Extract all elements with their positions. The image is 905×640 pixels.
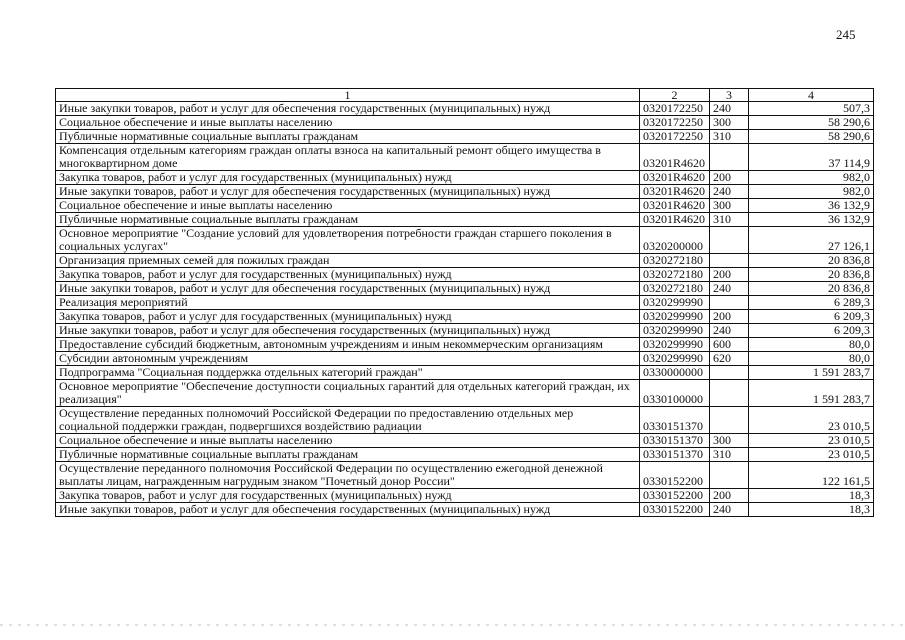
table-row <box>56 227 874 254</box>
row-code-cell: 0330100000 <box>640 380 710 407</box>
row-name-cell: Иные закупки товаров, работ и услуг для обеспечения государственных (муниципальных) нужд <box>56 282 640 296</box>
row-name-cell: Иные закупки товаров, работ и услуг для обеспечения государственных (муниципальных) нужд <box>56 102 640 116</box>
header-cell-type: 3 <box>710 89 749 102</box>
row-code-cell: 0330151370 <box>640 434 710 448</box>
row-type-cell <box>710 144 749 171</box>
budget-table <box>55 88 874 517</box>
scan-artifact-line <box>0 624 905 626</box>
row-type-cell: 310 <box>710 130 749 144</box>
row-name-cell: Закупка товаров, работ и услуг для государственных (муниципальных) нужд <box>56 171 640 185</box>
row-name-cell: Основное мероприятие "Обеспечение доступности социальных гарантий для отдельных категорий граждан, их реализация" <box>56 380 640 407</box>
row-code-cell: 0330151370 <box>640 407 710 434</box>
row-sum-cell: 58 290,6 <box>749 116 874 130</box>
row-code-cell: 03201R4620 <box>640 144 710 171</box>
row-code-cell: 0330000000 <box>640 366 710 380</box>
row-code-cell: 0320200000 <box>640 227 710 254</box>
row-code-cell: 03201R4620 <box>640 213 710 227</box>
table-row <box>56 489 874 503</box>
row-sum-cell: 18,3 <box>749 489 874 503</box>
row-sum-cell: 23 010,5 <box>749 434 874 448</box>
row-name-cell: Иные закупки товаров, работ и услуг для обеспечения государственных (муниципальных) нужд <box>56 503 640 517</box>
table-row <box>56 503 874 517</box>
row-type-cell <box>710 254 749 268</box>
row-sum-cell: 80,0 <box>749 352 874 366</box>
row-code-cell: 0320299990 <box>640 324 710 338</box>
row-name-cell: Иные закупки товаров, работ и услуг для обеспечения государственных (муниципальных) нужд <box>56 185 640 199</box>
row-code-cell: 0330152200 <box>640 489 710 503</box>
table-row <box>56 213 874 227</box>
table-row <box>56 310 874 324</box>
row-type-cell: 310 <box>710 213 749 227</box>
row-code-cell: 03201R4620 <box>640 185 710 199</box>
row-code-cell: 0320299990 <box>640 296 710 310</box>
header-cell-code: 2 <box>640 89 710 102</box>
table-row <box>56 407 874 434</box>
row-code-cell: 0320172250 <box>640 102 710 116</box>
row-code-cell: 03201R4620 <box>640 171 710 185</box>
row-code-cell: 0320299990 <box>640 338 710 352</box>
table-row <box>56 352 874 366</box>
row-name-cell: Публичные нормативные социальные выплаты гражданам <box>56 130 640 144</box>
row-name-cell: Компенсация отдельным категориям граждан оплаты взноса на капитальный ремонт общего имущества в многоквартирном доме <box>56 144 640 171</box>
row-name-cell: Публичные нормативные социальные выплаты гражданам <box>56 213 640 227</box>
row-name-cell: Подпрограмма "Социальная поддержка отдельных категорий граждан" <box>56 366 640 380</box>
table-row <box>56 185 874 199</box>
row-type-cell <box>710 227 749 254</box>
row-type-cell <box>710 407 749 434</box>
row-sum-cell: 18,3 <box>749 503 874 517</box>
row-name-cell: Организация приемных семей для пожилых граждан <box>56 254 640 268</box>
row-name-cell: Социальное обеспечение и иные выплаты населению <box>56 199 640 213</box>
row-type-cell: 600 <box>710 338 749 352</box>
table-row <box>56 144 874 171</box>
row-type-cell: 200 <box>710 268 749 282</box>
row-code-cell: 0320172250 <box>640 130 710 144</box>
row-sum-cell: 23 010,5 <box>749 407 874 434</box>
row-code-cell: 0320299990 <box>640 310 710 324</box>
row-type-cell <box>710 366 749 380</box>
row-name-cell: Предоставление субсидий бюджетным, автономным учреждениям и иным некоммерческим организациям <box>56 338 640 352</box>
row-sum-cell: 1 591 283,7 <box>749 366 874 380</box>
table-row <box>56 338 874 352</box>
row-type-cell: 200 <box>710 310 749 324</box>
row-type-cell: 240 <box>710 324 749 338</box>
page-number: 245 <box>836 27 856 42</box>
row-name-cell: Закупка товаров, работ и услуг для государственных (муниципальных) нужд <box>56 489 640 503</box>
row-type-cell: 300 <box>710 199 749 213</box>
row-name-cell: Публичные нормативные социальные выплаты гражданам <box>56 448 640 462</box>
row-sum-cell: 1 591 283,7 <box>749 380 874 407</box>
table-row <box>56 199 874 213</box>
table-row <box>56 268 874 282</box>
row-name-cell: Основное мероприятие "Создание условий для удовлетворения потребности граждан старшего поколения в социальных услугах" <box>56 227 640 254</box>
row-type-cell: 620 <box>710 352 749 366</box>
row-name-cell: Субсидии автономным учреждениям <box>56 352 640 366</box>
row-type-cell <box>710 380 749 407</box>
row-sum-cell: 20 836,8 <box>749 282 874 296</box>
row-name-cell: Закупка товаров, работ и услуг для государственных (муниципальных) нужд <box>56 310 640 324</box>
row-sum-cell: 80,0 <box>749 338 874 352</box>
row-name-cell: Реализация мероприятий <box>56 296 640 310</box>
row-type-cell: 310 <box>710 448 749 462</box>
row-name-cell: Социальное обеспечение и иные выплаты населению <box>56 116 640 130</box>
row-name-cell: Иные закупки товаров, работ и услуг для обеспечения государственных (муниципальных) нужд <box>56 324 640 338</box>
row-code-cell: 0320272180 <box>640 254 710 268</box>
row-sum-cell: 507,3 <box>749 102 874 116</box>
row-sum-cell: 58 290,6 <box>749 130 874 144</box>
row-code-cell: 0320272180 <box>640 282 710 296</box>
table-row <box>56 366 874 380</box>
table-row <box>56 130 874 144</box>
table-row <box>56 171 874 185</box>
table-row <box>56 434 874 448</box>
row-name-cell: Закупка товаров, работ и услуг для государственных (муниципальных) нужд <box>56 268 640 282</box>
row-sum-cell: 6 209,3 <box>749 310 874 324</box>
row-code-cell: 0330152200 <box>640 503 710 517</box>
row-code-cell: 0320272180 <box>640 268 710 282</box>
row-code-cell: 03201R4620 <box>640 199 710 213</box>
row-sum-cell: 6 209,3 <box>749 324 874 338</box>
row-type-cell: 240 <box>710 282 749 296</box>
header-cell-name: 1 <box>56 89 640 102</box>
row-type-cell: 300 <box>710 434 749 448</box>
table-row <box>56 380 874 407</box>
row-code-cell: 0330152200 <box>640 462 710 489</box>
row-sum-cell: 982,0 <box>749 171 874 185</box>
row-code-cell: 0330151370 <box>640 448 710 462</box>
row-sum-cell: 37 114,9 <box>749 144 874 171</box>
row-sum-cell: 23 010,5 <box>749 448 874 462</box>
table-row <box>56 448 874 462</box>
row-sum-cell: 36 132,9 <box>749 199 874 213</box>
row-type-cell: 240 <box>710 185 749 199</box>
row-sum-cell: 122 161,5 <box>749 462 874 489</box>
row-type-cell: 300 <box>710 116 749 130</box>
row-type-cell: 200 <box>710 171 749 185</box>
row-sum-cell: 20 836,8 <box>749 254 874 268</box>
row-sum-cell: 27 126,1 <box>749 227 874 254</box>
table-row <box>56 116 874 130</box>
row-type-cell: 200 <box>710 489 749 503</box>
header-cell-sum: 4 <box>749 89 874 102</box>
row-name-cell: Социальное обеспечение и иные выплаты населению <box>56 434 640 448</box>
table-row <box>56 462 874 489</box>
row-sum-cell: 36 132,9 <box>749 213 874 227</box>
row-sum-cell: 20 836,8 <box>749 268 874 282</box>
row-sum-cell: 6 289,3 <box>749 296 874 310</box>
table-row <box>56 296 874 310</box>
table-row <box>56 254 874 268</box>
table-row <box>56 324 874 338</box>
row-name-cell: Осуществление переданного полномочия Российской Федерации по осуществлению ежегодной денежной выплаты лицам, награжденным нагрудным знаком "Почетный донор России" <box>56 462 640 489</box>
table-header-row <box>56 89 874 102</box>
row-code-cell: 0320299990 <box>640 352 710 366</box>
row-type-cell: 240 <box>710 102 749 116</box>
row-code-cell: 0320172250 <box>640 116 710 130</box>
table-row <box>56 282 874 296</box>
row-type-cell <box>710 462 749 489</box>
row-type-cell <box>710 296 749 310</box>
row-name-cell: Осуществление переданных полномочий Российской Федерации по предоставлению отдельных мер социальной поддержки граждан, подвергшихся воздействию радиации <box>56 407 640 434</box>
table-row <box>56 102 874 116</box>
row-sum-cell: 982,0 <box>749 185 874 199</box>
row-type-cell: 240 <box>710 503 749 517</box>
